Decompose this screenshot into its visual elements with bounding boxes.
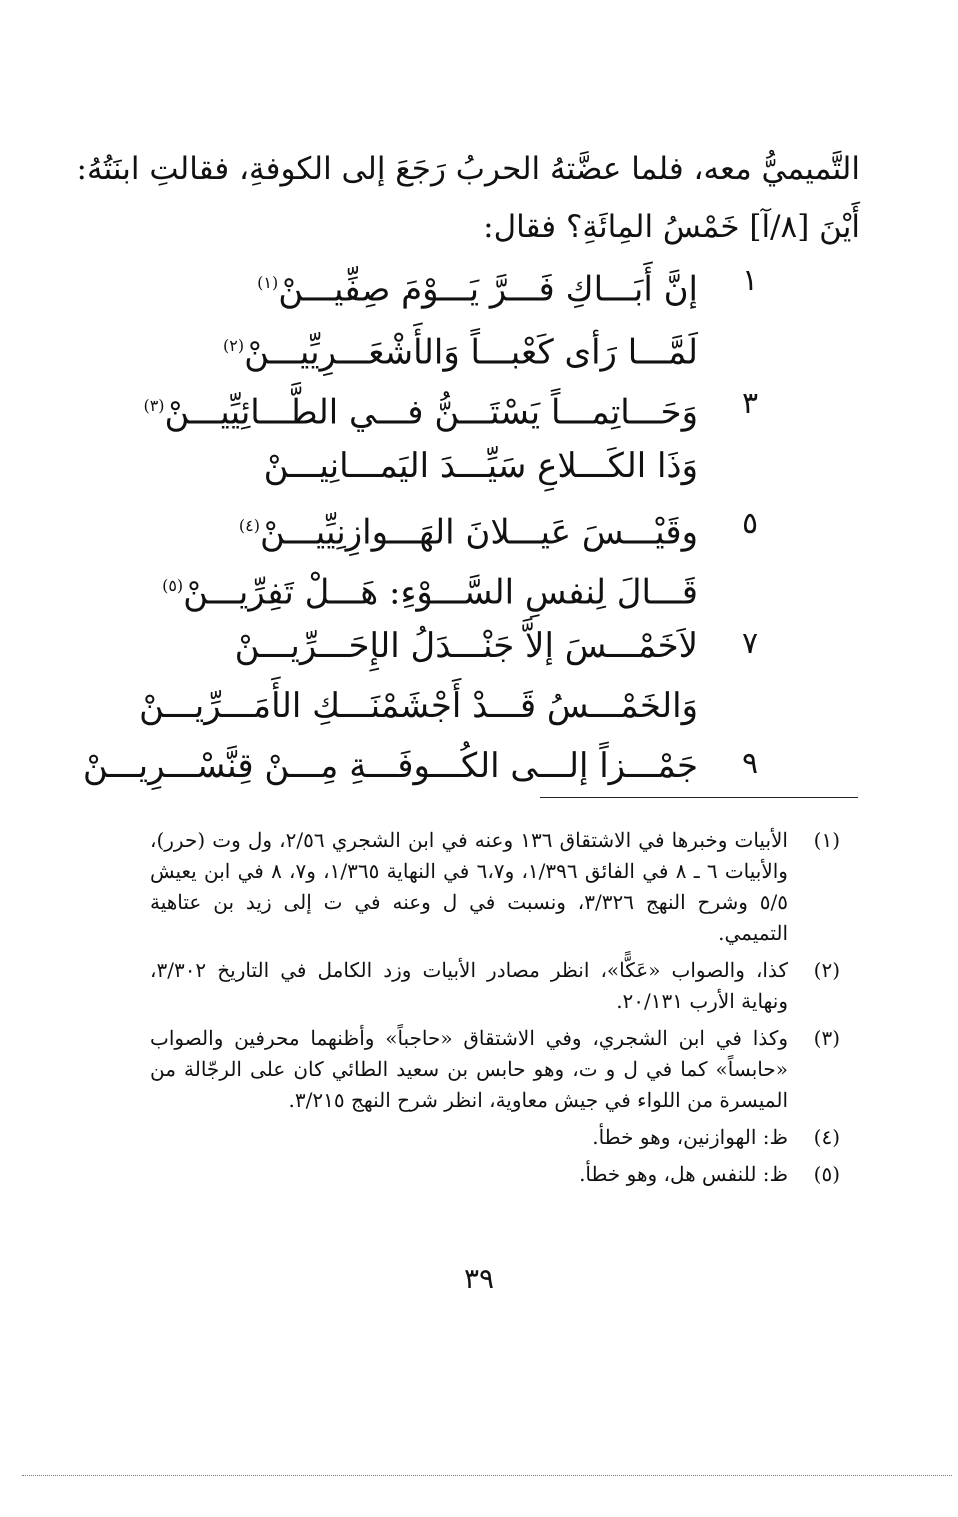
verse-text: لاَخَمْـــسَ إلاَّ جَنْـــدَلُ الإِحَـــرِّيـــنْ (234, 626, 698, 666)
footnote-marker: (٢) (223, 336, 245, 355)
footnote (150, 825, 840, 949)
prose-line: التَّميميُّ معه، فلما عضَّتهُ الحربُ رَجَعَ إلى الكوفةِ، فقالتِ ابنَتُهُ: (76, 151, 860, 187)
verse-number: ٥ (741, 506, 759, 541)
verse-text: وَذَا الكَـــلاعِ سَيِّـــدَ اليَمـــانِيـــنْ (263, 446, 698, 486)
verse-row (143, 378, 770, 438)
footnote-marker: (٤) (238, 516, 260, 535)
verse-number: ١ (741, 263, 759, 298)
page-number: ٣٩ (463, 1262, 495, 1295)
verse-hemistich: وقَيْـــسَ عَيـــلانَ الهَـــوازِنِيِّيـــنْ (260, 512, 698, 553)
footnote-marker: (١) (257, 273, 279, 292)
footnote (150, 955, 840, 1017)
verse-number: ٧ (741, 626, 759, 661)
scan-edge-rule (22, 1475, 952, 1476)
verse-row (150, 438, 770, 498)
footnote-text: كذا، والصواب «عَكًّا»، انظر مصادر الأبيات وزد الكامل في التاريخ ٣/٣٠٢، ونهاية الأرب ٢٠/١٣١. (150, 958, 788, 1013)
footnote-number: (٢) (813, 958, 840, 982)
verse-hemistich: قَـــالَ لِنفسِ السَّـــوْءِ: هَـــلْ تَفِرِّيـــنْ (183, 572, 698, 613)
verse-number: ٣ (741, 386, 759, 421)
verse-text (138, 378, 698, 440)
footnote (150, 1023, 840, 1116)
footnote-marker: (٥) (162, 576, 184, 595)
prose-paragraph (76, 140, 860, 256)
verse-text: جَمْـــزاً إلـــى الكُـــوفَـــةِ مِـــنْ قِنَّسْـــرِيـــنْ (82, 746, 698, 786)
verse-text (138, 318, 698, 380)
verse-text (138, 498, 698, 560)
footnote-divider (540, 797, 858, 798)
verse-row (139, 678, 770, 738)
verse-row (150, 558, 770, 618)
footnote-marker: (٣) (143, 396, 165, 415)
footnote-number: (٣) (813, 1026, 840, 1050)
prose-line: أَيْنَ [٨/آ] خَمْسُ المِائَةِ؟ فقال: (483, 209, 860, 245)
verse-text: وَالخَمْـــسُ قَـــدْ أَجْشَمْنَـــكِ الأَمَـــرِّيـــنْ (139, 686, 698, 726)
footnote-text: وكذا في ابن الشجري، وفي الاشتقاق «حاجباً» وأظنهما محرفين والصواب «حابساً» كما في ل و ت، وهو حابس بن سعيد الطائي كان على الرجّالة من الميسرة من اللواء في جيش معاوية، انظر شرح النهج ٣/٢١٥. (150, 1026, 788, 1112)
verse-row (150, 255, 770, 315)
verse-text (138, 255, 698, 317)
verse-row (150, 498, 770, 558)
verse-text (138, 558, 698, 620)
footnote-number: (٥) (813, 1162, 840, 1186)
verse-row (82, 738, 770, 798)
footnotes (150, 825, 840, 1196)
footnote-text: ظ: للنفس هل، وهو خطأ. (579, 1162, 788, 1186)
verse-hemistich: وَحَـــاتِمـــاً يَسْتَـــنُّ فـــي الطَّـــائِيِّيـــنْ (164, 392, 698, 433)
footnote-text: ظ: الهوازنين، وهو خطأ. (592, 1125, 788, 1149)
verse-number: ٩ (741, 746, 759, 781)
footnote-number: (٤) (813, 1125, 840, 1149)
footnote-text: الأبيات وخبرها في الاشتقاق ١٣٦ وعنه في ابن الشجري ٢/٥٦، ول وت (حرر)، والأبيات ٦ ـ ٨ في الفائق ١/٣٩٦، و٦،٧ في النهاية ١/٣٦٥، و٧، ٨ في ابن يعيش ٥/٥ وشرح النهج ٣/٣٢٦، ونسبت في ل وعنه في ت إلى زيد بن عتاهية التميمي. (150, 828, 789, 945)
footnote (150, 1122, 840, 1153)
verse-hemistich: لَمَّـــا رَأى كَعْبـــاً وَالأَشْعَـــرِيِّيـــنْ (244, 332, 698, 373)
verse-row (150, 318, 770, 378)
footnote (150, 1159, 840, 1190)
verse-hemistich: إنَّ أَبَـــاكِ فَـــرَّ يَـــوْمَ صِفِّيـــنْ (278, 269, 698, 310)
verse-row (150, 618, 770, 678)
footnote-number: (١) (813, 828, 840, 852)
